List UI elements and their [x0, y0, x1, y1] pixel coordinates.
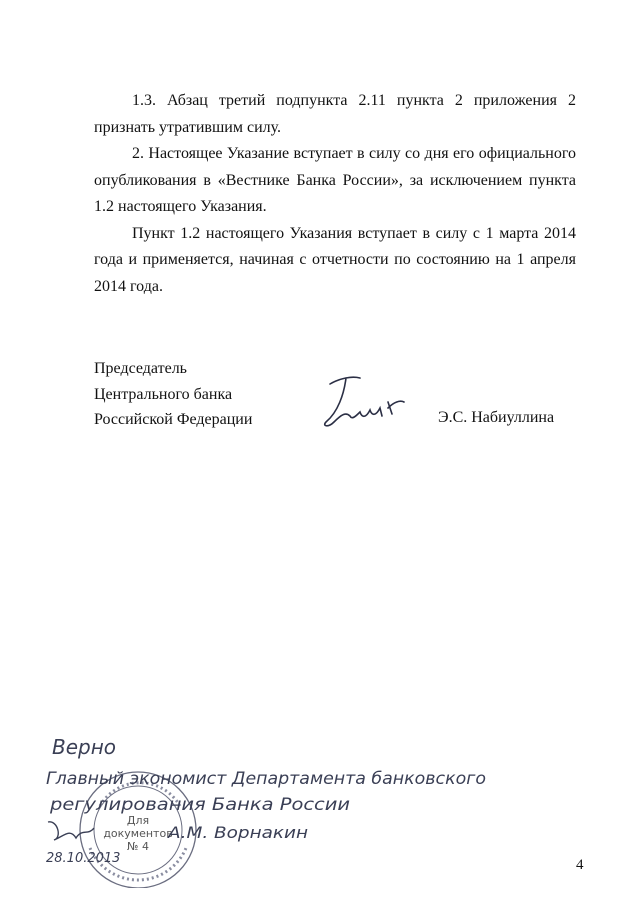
- handwritten-name: А.М. Ворнакин: [166, 823, 308, 842]
- signatory-name: Э.С. Набиуллина: [438, 409, 555, 426]
- handwritten-initials: [48, 822, 94, 840]
- handwritten-signature: [316, 372, 406, 434]
- signatory-title: [94, 356, 252, 433]
- stamp-line-3: № 4: [127, 840, 149, 853]
- handwritten-verno: Верно: [52, 735, 117, 759]
- stamp-line-2: документов: [103, 827, 173, 840]
- paragraph-effective-date: Пункт 1.2 настоящего Указания вступает в силу с 1 марта 2014 года и применяется, начиная с отчетности по состоянию на 1 апреля 2014 года.: [94, 224, 576, 295]
- signatory-title-line-1: Председатель: [94, 360, 187, 377]
- paragraph-1-3: 1.3. Абзац третий подпункта 2.11 пункта 2 приложения 2 признать утратившим силу.: [94, 92, 576, 136]
- paragraph-2: 2. Настоящее Указание вступает в силу со дня его официального опубликования в «Вестнике Банка России», за исключением пункта 1.2 настоящего Указания.: [94, 145, 576, 215]
- page-number: 4: [576, 857, 584, 873]
- handwritten-date: 28.10.2013: [46, 851, 121, 866]
- handwritten-department: регулирования Банка России: [48, 795, 351, 815]
- signatory-title-line-2: Центрального банка: [94, 385, 233, 403]
- handwritten-position: Главный экономист Департамента банковского: [46, 769, 487, 789]
- body-text: [94, 88, 576, 300]
- signatory-title-line-3: Российской Федерации: [94, 411, 253, 428]
- stamp-line-1: Для: [126, 814, 150, 827]
- certification-block: [40, 728, 500, 888]
